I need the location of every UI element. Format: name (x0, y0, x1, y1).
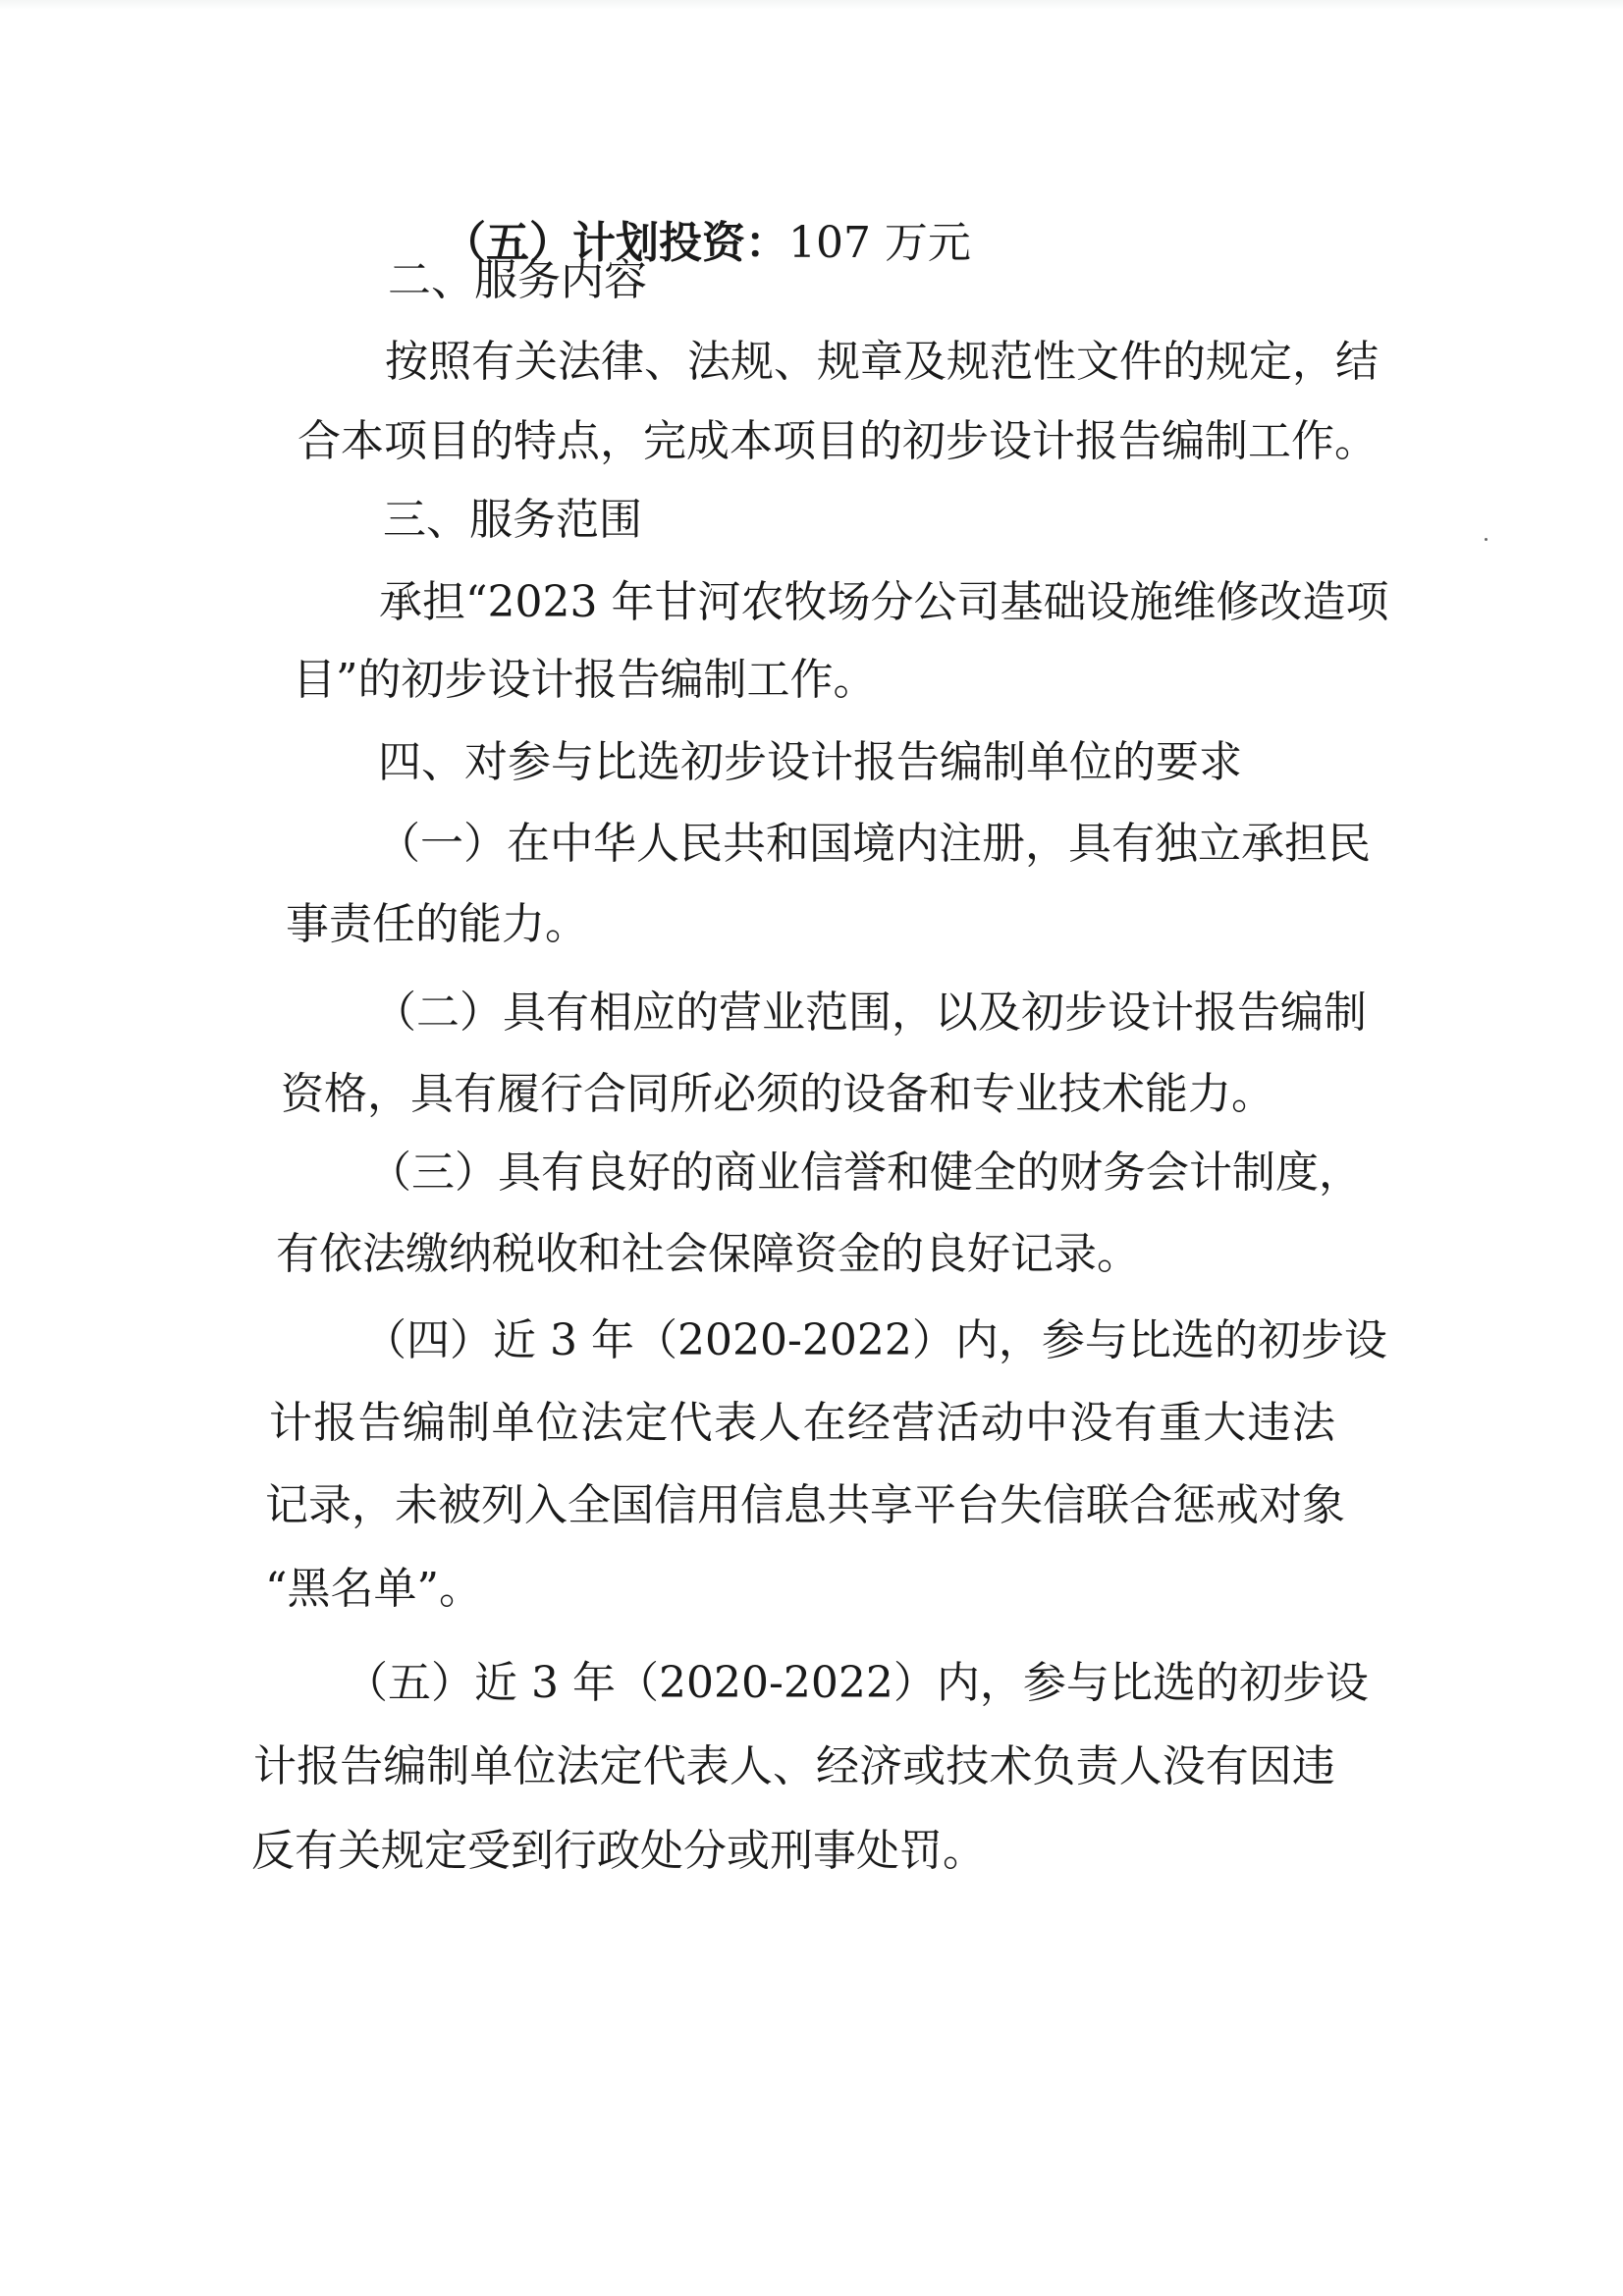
requirement-line: 资 格 ， 具 有 履 行 合 同 所 必 须 的 设 备 和 专 业 技 术 能 力 。 (281, 1069, 1274, 1119)
requirement-line: （ 四 ） 近 3 年 （ 2 0 2 0 - 2 0 2 2 ） 内 ， 参 与 比 选 的 初 步 设 (363, 1315, 1387, 1365)
requirements-heading: 四、对参与比选初步设计报告编制单位的要求 (378, 737, 1242, 787)
scan-edge (0, 0, 1623, 10)
requirement-line: （ 五 ） 近 3 年 （ 2 0 2 0 - 2 0 2 2 ） 内 ， 参 与 比 选 的 初 步 设 (345, 1658, 1369, 1708)
requirement-line: （ 一 ） 在 中 华 人 民 共 和 国 境 内 注 册 ， 具 有 独 立 承 担 民 (377, 819, 1371, 869)
service-content-heading: 二、服务内容 (388, 255, 647, 305)
investment-value: 107 万元 (787, 218, 971, 268)
service-content-line: 合 本 项 目 的 特 点 ， 完 成 本 项 目 的 初 步 设 计 报 告 编 制 工 作 。 (298, 416, 1378, 466)
requirement-line: “黑名单”。 (265, 1564, 482, 1614)
requirement-line: 事责任的能力。 (286, 899, 588, 949)
requirement-line: 计 报 告 编 制 单 位 法 定 代 表 人 在 经 营 活 动 中 没 有 重 大 违 法 (269, 1398, 1335, 1448)
requirement-line: （ 二 ） 具 有 相 应 的 营 业 范 围 ， 以 及 初 步 设 计 报 告 编 制 (373, 988, 1367, 1038)
requirement-line: 有依法缴纳税收和社会保障资金的良好记录。 (276, 1229, 1140, 1279)
requirement-line: 记 录 ， 未 被 列 入 全 国 信 用 信 息 共 享 平 台 失 信 联 合 惩 戒 对 象 (265, 1480, 1345, 1530)
service-scope-line: 承 担 “ 2 0 2 3 年 甘 河 农 牧 场 分 公 司 基 础 设 施 维 修 改 造 项 (379, 577, 1389, 627)
requirement-line: 计 报 告 编 制 单 位 法 定 代 表 人 、 经 济 或 技 术 负 责 人 没 有 因 违 (253, 1741, 1335, 1791)
service-scope-line: 目”的初步设计报告编制工作。 (293, 655, 877, 705)
service-scope-heading: 三、服务范围 (383, 495, 642, 545)
requirement-line: （ 三 ） 具 有 良 好 的 商 业 信 誉 和 健 全 的 财 务 会 计 制 度 ， (368, 1148, 1362, 1198)
investment-label: （五）计划投资： (442, 218, 788, 268)
requirement-line: 反有关规定受到行政处分或刑事处罚。 (251, 1826, 986, 1876)
scan-speck (1485, 538, 1488, 541)
service-content-line: 按 照 有 关 法 律 、 法 规 、 规 章 及 规 范 性 文 件 的 规 定 ， 结 (385, 337, 1379, 387)
